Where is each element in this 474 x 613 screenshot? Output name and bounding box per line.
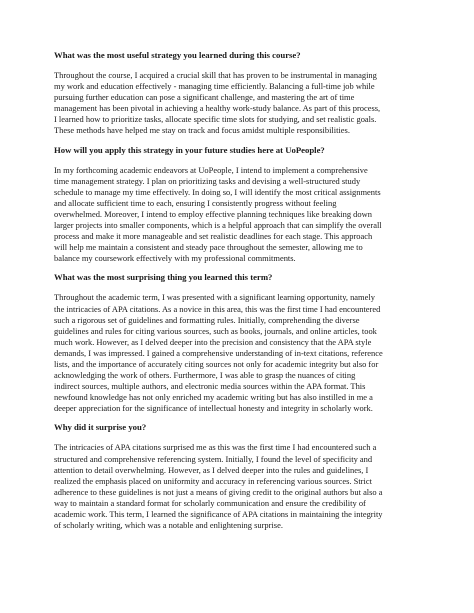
paragraph-line: guidelines and rules for citing various sources, such as books, journals, and online articles, took bbox=[54, 325, 377, 336]
paragraph-line: deeper appreciation for the significance of intellectual honesty and integrity in scholarly work. bbox=[54, 403, 373, 414]
paragraph-line: acknowledging the work of others. Furthermore, I was able to grasp the nuances of citing bbox=[54, 370, 356, 381]
paragraph-line: much work. However, as I delved deeper into the precision and consistency that the APA style bbox=[54, 336, 372, 347]
paragraph-line: Throughout the academic term, I was presented with a significant learning opportunity, namely bbox=[54, 292, 375, 303]
paragraph-line: academic work. This term, I learned the significance of APA citations in maintaining the integrity bbox=[54, 509, 383, 519]
paragraph-line: These methods have helped me stay on track and focus amidst multiple responsibilities. bbox=[54, 125, 350, 136]
paragraph-line: The intricacies of APA citations surprised me as this was the first time I had encountered such a bbox=[54, 442, 377, 453]
paragraph-line: of scholarly writing, which was a notable and enlightening surprise. bbox=[54, 520, 283, 531]
paragraph-line: my work and education effectively - managing time efficiently. Balancing a full-time job while bbox=[54, 81, 375, 92]
paragraph-line: structured and comprehensive referencing system. Initially, I found the level of specificity and bbox=[54, 453, 373, 464]
paragraph-line: schedule to manage my time effectively. In doing so, I will identify the most critical assignments bbox=[54, 186, 381, 197]
paragraph-line: larger projects into smaller components, which is a helpful approach that can simplify the overall bbox=[54, 220, 382, 231]
paragraph-line: attention to detail overwhelming. However, as I delved deeper into the rules and guidelines, I bbox=[54, 464, 369, 475]
paragraph-line: pursuing further education can pose a significant challenge, and mastering the art of time bbox=[54, 92, 355, 103]
paragraph-line: balance my coursework effectively with my professional commitments. bbox=[54, 253, 296, 264]
paragraph-line: realized the emphasis placed on uniformity and accuracy in referencing various sources. Strict bbox=[54, 475, 372, 486]
paragraph-line: overwhelmed. Moreover, I intend to employ effective planning techniques like breaking down bbox=[54, 208, 372, 219]
paragraph-line: the intricacies of APA citations. As a novice in this area, this was the first time I had encountered bbox=[54, 303, 381, 314]
document-body bbox=[54, 50, 423, 531]
paragraph-line: such a rigorous set of guidelines and formatting rules. Initially, comprehending the diverse bbox=[54, 314, 360, 325]
paragraph-line: management has been pivotal in achieving a healthy work-study balance. As part of this process, bbox=[54, 103, 381, 114]
paragraph-line: and allocate sufficient time to each, ensuring I consistently progress without feeling bbox=[54, 197, 337, 208]
paragraph-line: In my forthcoming academic endeavors at UoPeople, I intend to implement a comprehensive bbox=[54, 164, 368, 175]
paragraph-line: lists, and the importance of accurately citing sources not only for academic integrity but also for bbox=[54, 358, 379, 369]
paragraph-line: Throughout the course, I acquired a crucial skill that has proven to be instrumental in managing bbox=[54, 70, 377, 80]
answer-paragraph-3 bbox=[54, 292, 423, 414]
question-heading-3: What was the most surprising thing you learned this term? bbox=[54, 272, 273, 283]
question-heading-4: Why did it surprise you? bbox=[54, 422, 147, 433]
paragraph-line: way to maintain a standard format for scholarly communication and ensure the credibility of bbox=[54, 497, 366, 508]
paragraph-line: will help me maintain a consistent and steady pace throughout the semester, allowing me to bbox=[54, 242, 363, 253]
answer-paragraph-1 bbox=[54, 70, 423, 137]
paragraph-line: adherence to these guidelines is not just a means of giving credit to the original authors but also a bbox=[54, 486, 383, 497]
question-heading-1: What was the most useful strategy you learned during this course? bbox=[54, 50, 301, 60]
answer-paragraph-4 bbox=[54, 442, 423, 531]
answer-paragraph-2 bbox=[54, 165, 423, 265]
paragraph-line: indirect sources, multiple authors, and electronic media sources within the APA format. This bbox=[54, 381, 366, 392]
paragraph-line: newfound knowledge has not only enriched my academic writing but has also instilled in me a bbox=[54, 392, 373, 403]
paragraph-line: I learned how to prioritize tasks, allocate specific time slots for studying, and set realistic goals. bbox=[54, 114, 377, 125]
paragraph-line: time management strategy. I plan on prioritizing tasks and devising a well-structured study bbox=[54, 175, 361, 186]
paragraph-line: process and make it more manageable and set realistic deadlines for each stage. This approach bbox=[54, 231, 373, 242]
paragraph-line: demands, I was impressed. I gained a comprehensive understanding of in-text citations, reference bbox=[54, 347, 383, 358]
question-heading-2: How will you apply this strategy in your future studies here at UoPeople? bbox=[54, 144, 325, 155]
